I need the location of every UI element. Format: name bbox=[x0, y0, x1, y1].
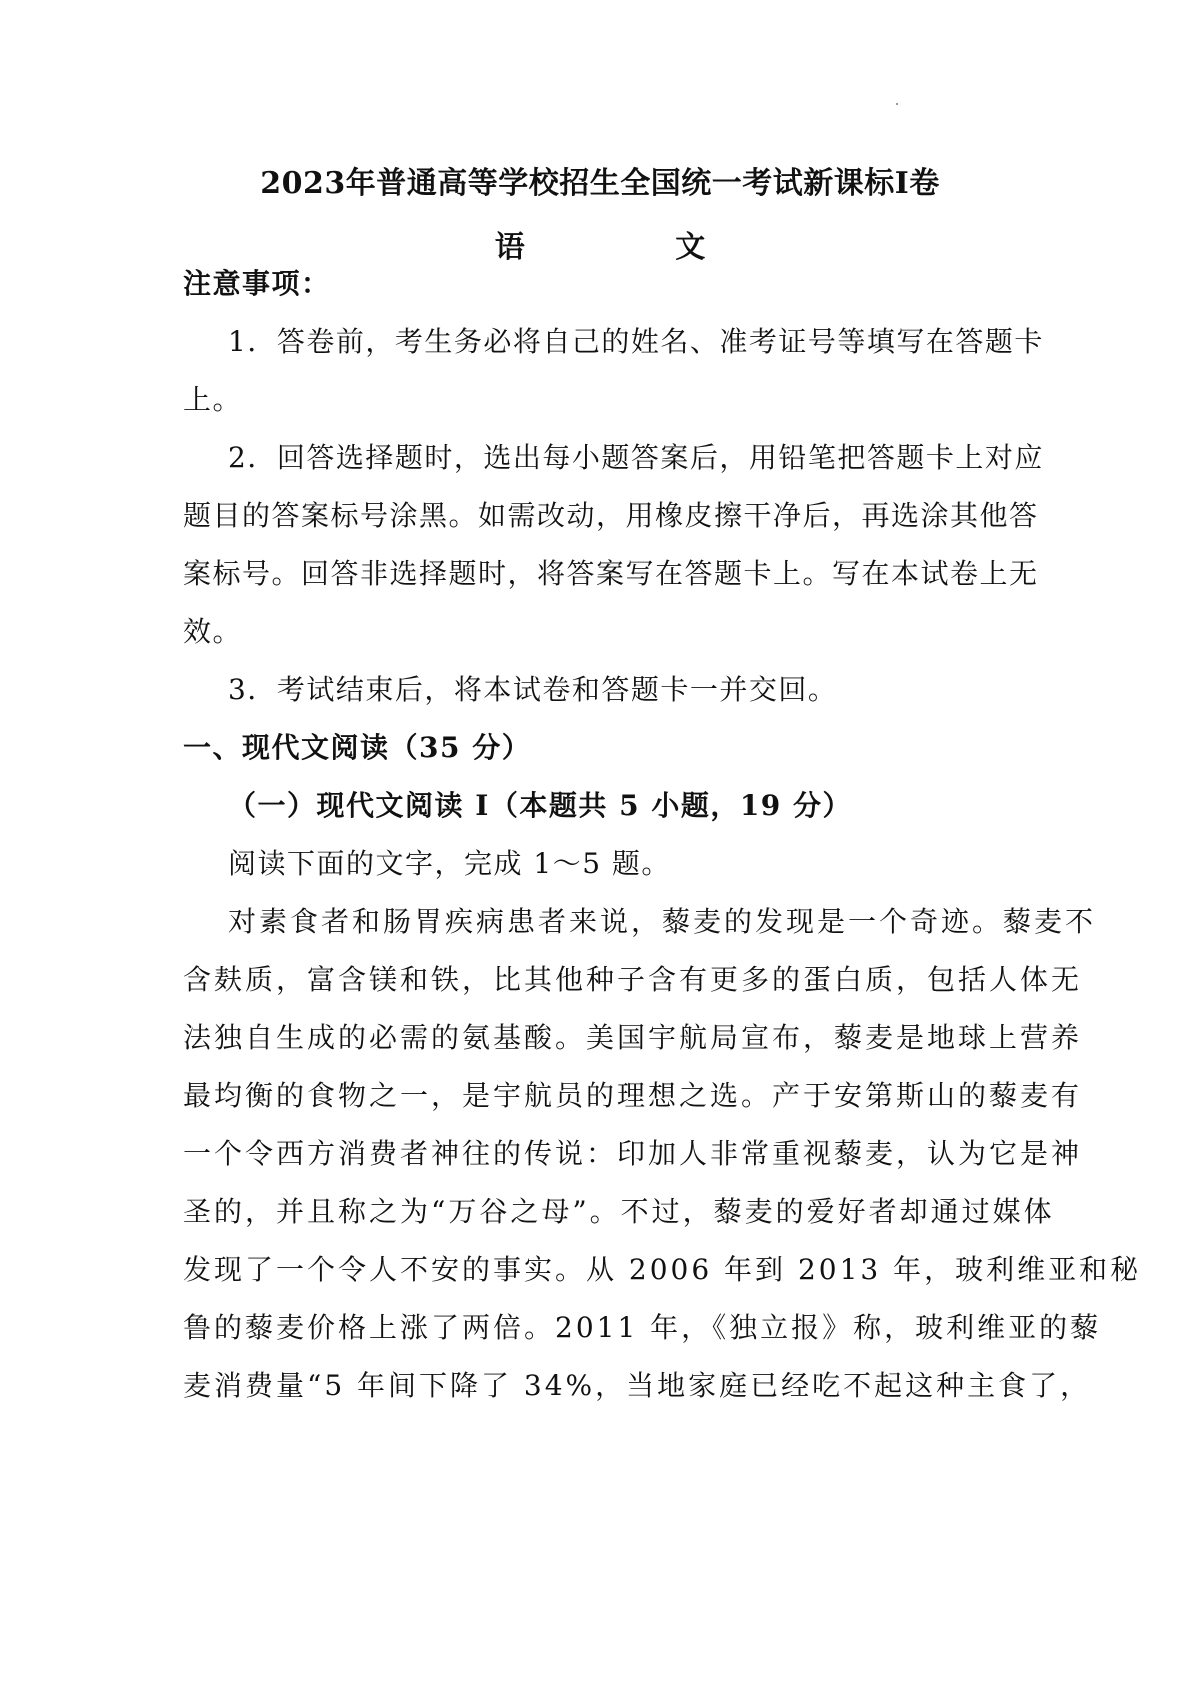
passage-line: 圣的，并且称之为“万谷之母”。不过，藜麦的爱好者却通过媒体 bbox=[183, 1195, 1055, 1228]
section-heading: 一、现代文阅读（35 分） bbox=[183, 731, 532, 764]
passage-line: 发现了一个令人不安的事实。从 2006 年到 2013 年，玻利维亚和秘 bbox=[183, 1253, 1142, 1286]
passage-line: 麦消费量“5 年间下降了 34%，当地家庭已经吃不起这种主食了， bbox=[183, 1369, 1092, 1402]
passage-line: 对素食者和肠胃疾病患者来说，藜麦的发现是一个奇迹。藜麦不 bbox=[228, 905, 1097, 938]
subject-title: 语 文 bbox=[494, 230, 776, 265]
notes-line: 效。 bbox=[183, 615, 243, 648]
reading-instruction: 阅读下面的文字，完成 1～5 题。 bbox=[228, 847, 671, 880]
passage-line: 一个令西方消费者神往的传说：印加人非常重视藜麦，认为它是神 bbox=[183, 1137, 1083, 1170]
exam-title: 2023年普通高等学校招生全国统一考试新课标I卷 bbox=[260, 166, 940, 201]
notes-line: 题目的答案标号涂黑。如需改动，用橡皮擦干净后，再选涂其他答 bbox=[183, 499, 1039, 532]
passage-line: 鲁的藜麦价格上涨了两倍。2011 年，《独立报》称，玻利维亚的藜 bbox=[183, 1311, 1102, 1344]
subsection-heading: （一）现代文阅读 I（本题共 5 小题，19 分） bbox=[228, 789, 853, 822]
passage-line: 法独自生成的必需的氨基酸。美国宇航局宣布，藜麦是地球上营养 bbox=[183, 1021, 1083, 1054]
notes-line: 上。 bbox=[183, 383, 243, 416]
notes-line: 1．答卷前，考生务必将自己的姓名、准考证号等填写在答题卡 bbox=[228, 325, 1044, 358]
notes-line: 2．回答选择题时，选出每小题答案后，用铅笔把答题卡上对应 bbox=[228, 441, 1044, 474]
notes-heading: 注意事项： bbox=[183, 267, 331, 300]
passage-line: 最均衡的食物之一，是宇航员的理想之选。产于安第斯山的藜麦有 bbox=[183, 1079, 1083, 1112]
notes-line: 案标号。回答非选择题时，将答案写在答题卡上。写在本试卷上无 bbox=[183, 557, 1039, 590]
speck-mark bbox=[896, 103, 898, 105]
passage-line: 含麸质，富含镁和铁，比其他种子含有更多的蛋白质，包括人体无 bbox=[183, 963, 1083, 996]
notes-line: 3．考试结束后，将本试卷和答题卡一并交回。 bbox=[228, 673, 838, 706]
